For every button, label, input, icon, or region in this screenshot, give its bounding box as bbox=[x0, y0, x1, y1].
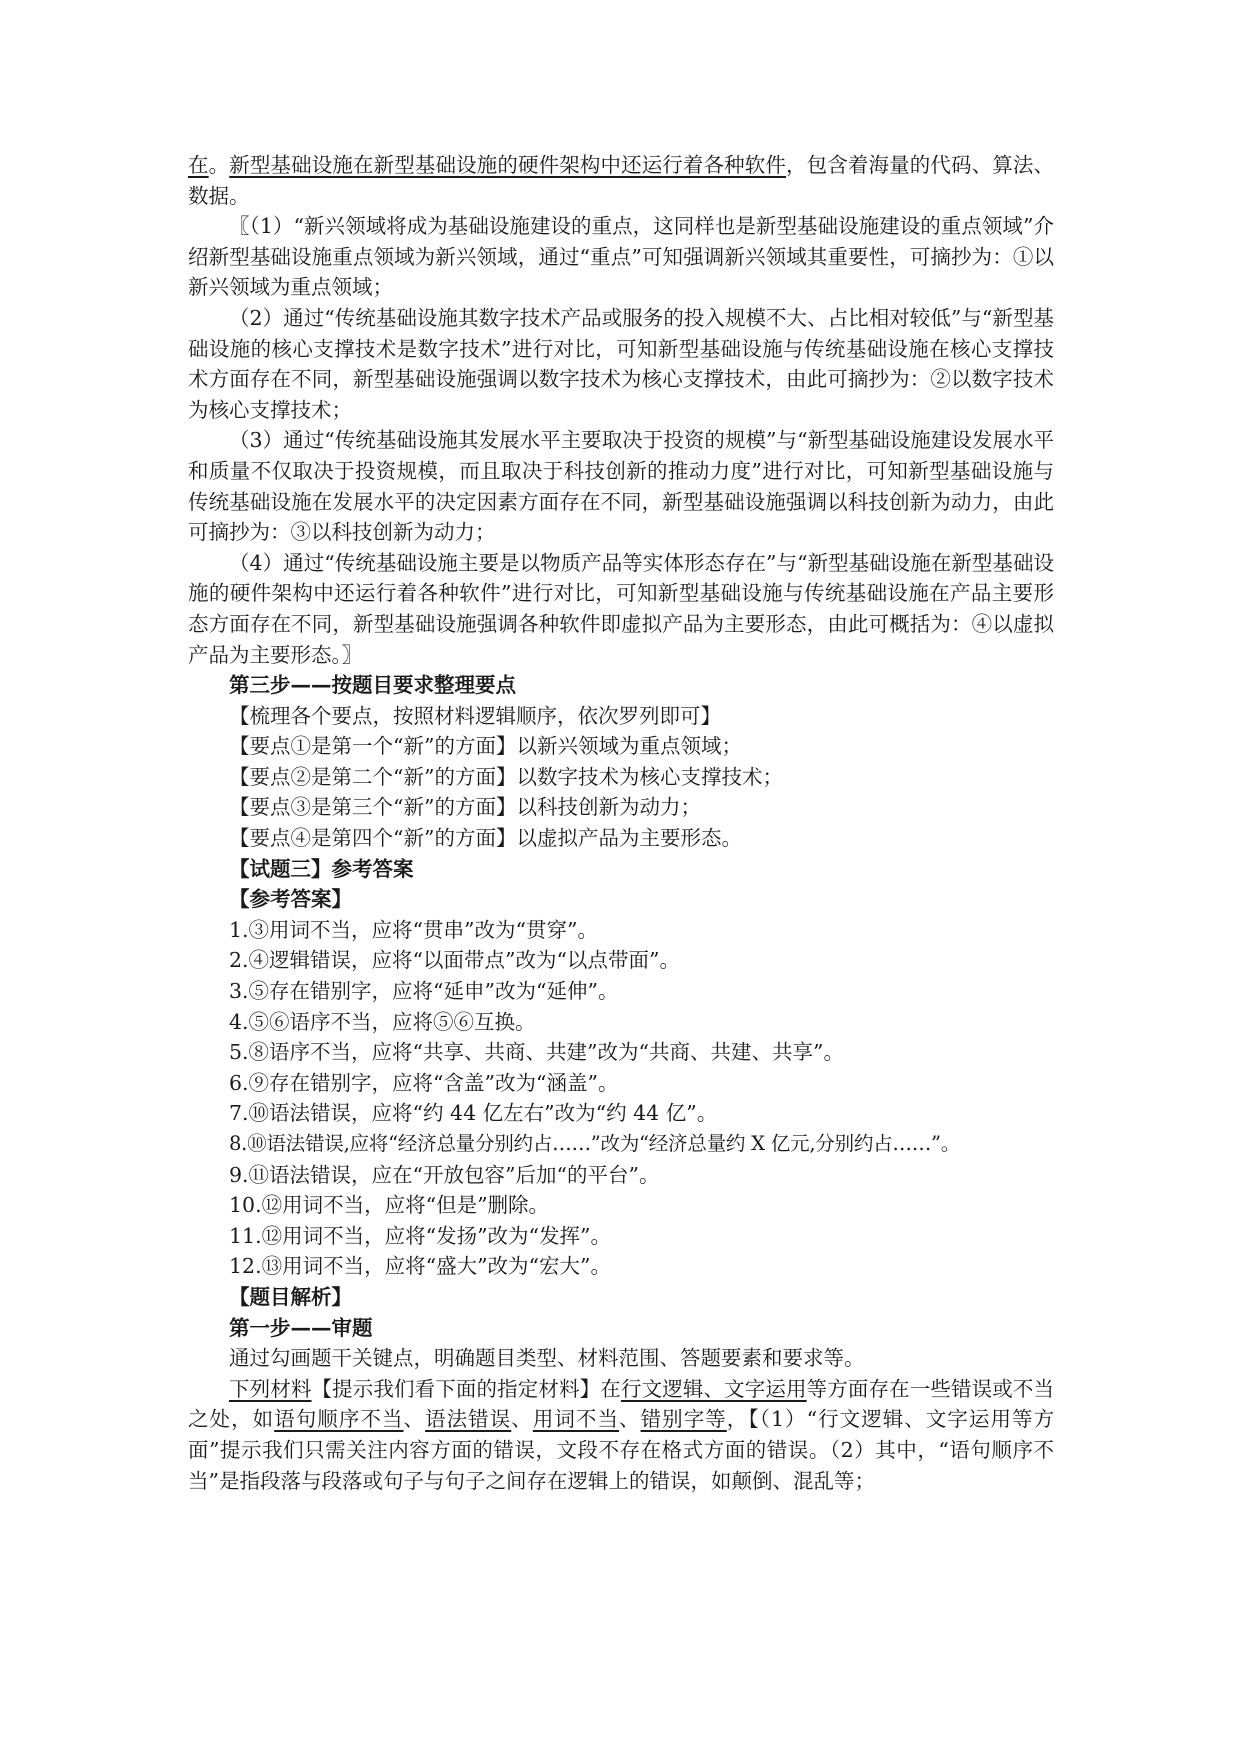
text-span: 【提示我们看下面的指定材料】在 bbox=[311, 1376, 621, 1401]
paragraph-continued bbox=[188, 150, 1054, 211]
text-span: ，【（1）“行文逻辑、文字运用等方面”提示我们只需关注内容方面的错误，文段不存在格式方面的错误。（2）其中，“语句顺序不当”是指段落与段落或句子与句子之间存在逻辑上的错误，如颠倒、混乱等； bbox=[188, 1407, 1055, 1493]
underlined-text: 语法错误 bbox=[425, 1407, 512, 1432]
answer-item: 12.⑬用词不当，应将“盛大”改为“宏大”。 bbox=[229, 1254, 612, 1279]
underlined-text: 行文逻辑、文字运用 bbox=[620, 1376, 807, 1401]
answer-item: 5.⑧语序不当，应将“共享、共商、共建”改为“共商、共建、共享”。 bbox=[229, 1040, 844, 1065]
step1-heading: 第一步——审题 bbox=[229, 1315, 373, 1340]
answer-item: 11.⑫用词不当，应将“发扬”改为“发挥”。 bbox=[229, 1223, 612, 1248]
underlined-text: 语句顺序不当 bbox=[274, 1407, 404, 1432]
text-span: 、 bbox=[511, 1407, 533, 1432]
underlined-text: 在 bbox=[188, 153, 209, 177]
analysis-paragraph-2: （2）通过“传统基础设施其数字技术产品或服务的投入规模不大、占比相对较低”与“新型基础设施的核心支撑技术是数字技术”进行对比，可知新型基础设施与传统基础设施在核心支撑技术方面存在不同，新型基础设施强调以数字技术为核心支撑技术，由此可摘抄为：②以数字技术为核心支撑技术； bbox=[188, 305, 1054, 422]
material-paragraph bbox=[188, 1374, 1054, 1496]
analysis-paragraph-1: 〖（1）“新兴领域将成为基础设施建设的重点，这同样也是新型基础设施建设的重点领域”介绍新型基础设施重点领域为新兴领域，通过“重点”可知强调新兴领域其重要性，可摘抄为：①以新兴领域为重点领域； bbox=[188, 214, 1054, 300]
step3-line: 【要点④是第四个“新”的方面】以虚拟产品为主要形态。 bbox=[229, 826, 742, 851]
underlined-text: 用词不当 bbox=[532, 1407, 620, 1432]
underlined-text: 新型基础设施在新型基础设施的硬件架构中还运行着各种软件 bbox=[229, 153, 787, 177]
document-page bbox=[188, 150, 1054, 1496]
step3-heading: 第三步——按题目要求整理要点 bbox=[229, 673, 516, 698]
answer-item: 9.⑪语法错误，应在“开放包容”后加“的平台”。 bbox=[229, 1162, 660, 1187]
text-span: 等方面存在一些错误或不当之处，如 bbox=[188, 1376, 1055, 1432]
answer-item: 7.⑩语法错误，应将“约 44 亿左右”改为“约 44 亿”。 bbox=[229, 1101, 718, 1126]
step3-line: 【要点①是第一个“新”的方面】以新兴领域为重点领域； bbox=[229, 734, 742, 759]
answer-item: 6.⑨存在错别字，应将“含盖”改为“涵盖”。 bbox=[229, 1070, 619, 1095]
analysis-paragraph-3: （3）通过“传统基础设施其发展水平主要取决于投资的规模”与“新型基础设施建设发展水平和质量不仅取决于投资规模，而且取决于科技创新的推动力度”进行对比，可知新型基础设施与传统基础设施在发展水平的决定因素方面存在不同，新型基础设施强调以科技创新为动力，由此可摘抄为：③以科技创新为动力； bbox=[188, 428, 1054, 545]
text-span: ，包含着海量的代码、算法、数据。 bbox=[188, 153, 1055, 208]
step3-line: 【梳理各个要点，按照材料逻辑顺序，依次罗列即可】 bbox=[229, 703, 721, 728]
step3-line: 【要点②是第二个“新”的方面】以数字技术为核心支撑技术； bbox=[229, 764, 783, 789]
underlined-text: 下列材料 bbox=[229, 1376, 312, 1401]
analysis-heading: 【题目解析】 bbox=[229, 1284, 352, 1309]
answer-item: 2.④逻辑错误，应将“以面带点”改为“以点带面”。 bbox=[229, 948, 680, 973]
text-span: 、 bbox=[619, 1407, 641, 1432]
answer-item: 4.⑤⑥语序不当，应将⑤⑥互换。 bbox=[229, 1009, 536, 1034]
answer-item: 10.⑫用词不当，应将“但是”删除。 bbox=[229, 1193, 550, 1218]
answer-item: 3.⑤存在错别字，应将“延申”改为“延伸”。 bbox=[229, 979, 619, 1004]
answer-heading: 【参考答案】 bbox=[229, 887, 352, 912]
answer-item: 8.⑩语法错误,应将“经济总量分别约占……”改为“经济总量约 X 亿元,分别约占……”。 bbox=[229, 1132, 961, 1155]
question3-heading: 【试题三】参考答案 bbox=[229, 856, 414, 881]
step3-line: 【要点③是第三个“新”的方面】以科技创新为动力； bbox=[229, 795, 701, 820]
step1-intro: 通过勾画题干关键点，明确题目类型、材料范围、答题要素和要求等。 bbox=[229, 1346, 865, 1371]
analysis-paragraph-4: （4）通过“传统基础设施主要是以物质产品等实体形态存在”与“新型基础设施在新型基础设施的硬件架构中还运行着各种软件”进行对比，可知新型基础设施与传统基础设施在产品主要形态方面存在不同，新型基础设施强调各种软件即虚拟产品为主要形态，由此可概括为：④以虚拟产品为主要形态。〗 bbox=[188, 550, 1054, 667]
text-span: 。 bbox=[208, 153, 230, 177]
underlined-text: 错别字等 bbox=[640, 1407, 727, 1432]
answer-item: 1.③用词不当，应将“贯串”改为“贯穿”。 bbox=[229, 917, 598, 942]
text-span: 、 bbox=[403, 1407, 426, 1432]
